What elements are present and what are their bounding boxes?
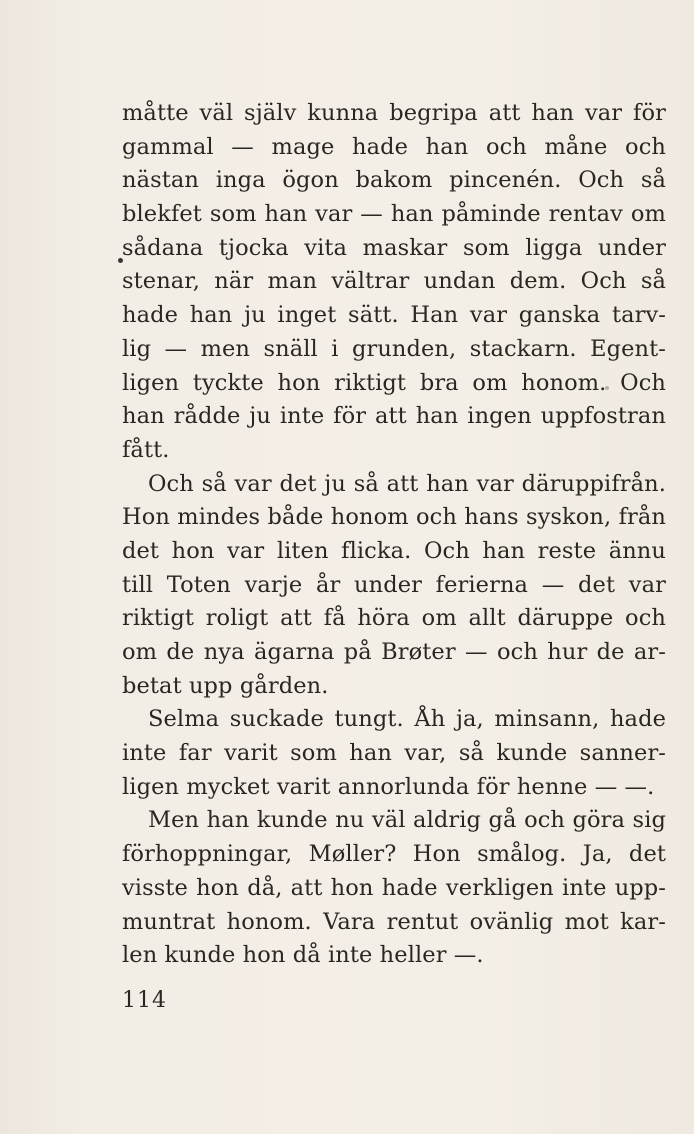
page-number: 114 — [122, 988, 167, 1013]
text-line: visste hon då, att hon hade verkligen inte upp- — [122, 874, 666, 901]
text-line: fått. — [122, 436, 170, 463]
text-line: lig — men snäll i grunden, stackarn. Egent- — [122, 335, 666, 362]
text-line: betat upp gården. — [122, 672, 329, 699]
text-line: Hon mindes både honom och hans syskon, från — [122, 504, 666, 531]
text-line: len kunde hon då inte heller —. — [122, 942, 484, 969]
text-line: gammal — mage hade han och måne och — [122, 133, 666, 160]
text-line: förhoppningar, Møller? Hon smålog. Ja, det — [122, 841, 666, 868]
text-line: stenar, när man vältrar undan dem. Och så — [122, 268, 666, 295]
text-line: ligen mycket varit annorlunda för henne — —. — [122, 773, 655, 800]
text-line: hade han ju inget sätt. Han var ganska tarv- — [122, 302, 666, 329]
text-line: ligen tyckte hon riktigt bra om honom. Och — [122, 369, 666, 396]
text-line: sådana tjocka vita maskar som ligga under — [122, 234, 666, 261]
text-line: riktigt roligt att få höra om allt däruppe och — [122, 605, 666, 632]
text-line: muntrat honom. Vara rentut ovänlig mot kar- — [122, 908, 666, 935]
text-line: Men han kunde nu väl aldrig gå och göra sig — [148, 807, 666, 834]
text-line: om de nya ägarna på Brøter — och hur de ar- — [122, 639, 666, 665]
text-line: inte far varit som han var, så kunde sanner- — [122, 740, 666, 767]
text-line: Selma suckade tungt. Åh ja, minsann, hade — [148, 706, 666, 733]
text-line: måtte väl själv kunna begripa att han var för — [122, 100, 666, 126]
text-line: Och så var det ju så att han var däruppifrån. — [148, 470, 666, 497]
text-line: han rådde ju inte för att han ingen uppfostran — [122, 403, 666, 430]
text-line: nästan inga ögon bakom pincenén. Och så — [122, 167, 666, 194]
text-line: det hon var liten flicka. Och han reste ännu — [122, 537, 666, 564]
text-line: blekfet som han var — han påminde rentav om — [122, 201, 666, 228]
text-line: till Toten varje år under ferierna — det var — [122, 571, 666, 598]
body-text — [122, 97, 666, 973]
